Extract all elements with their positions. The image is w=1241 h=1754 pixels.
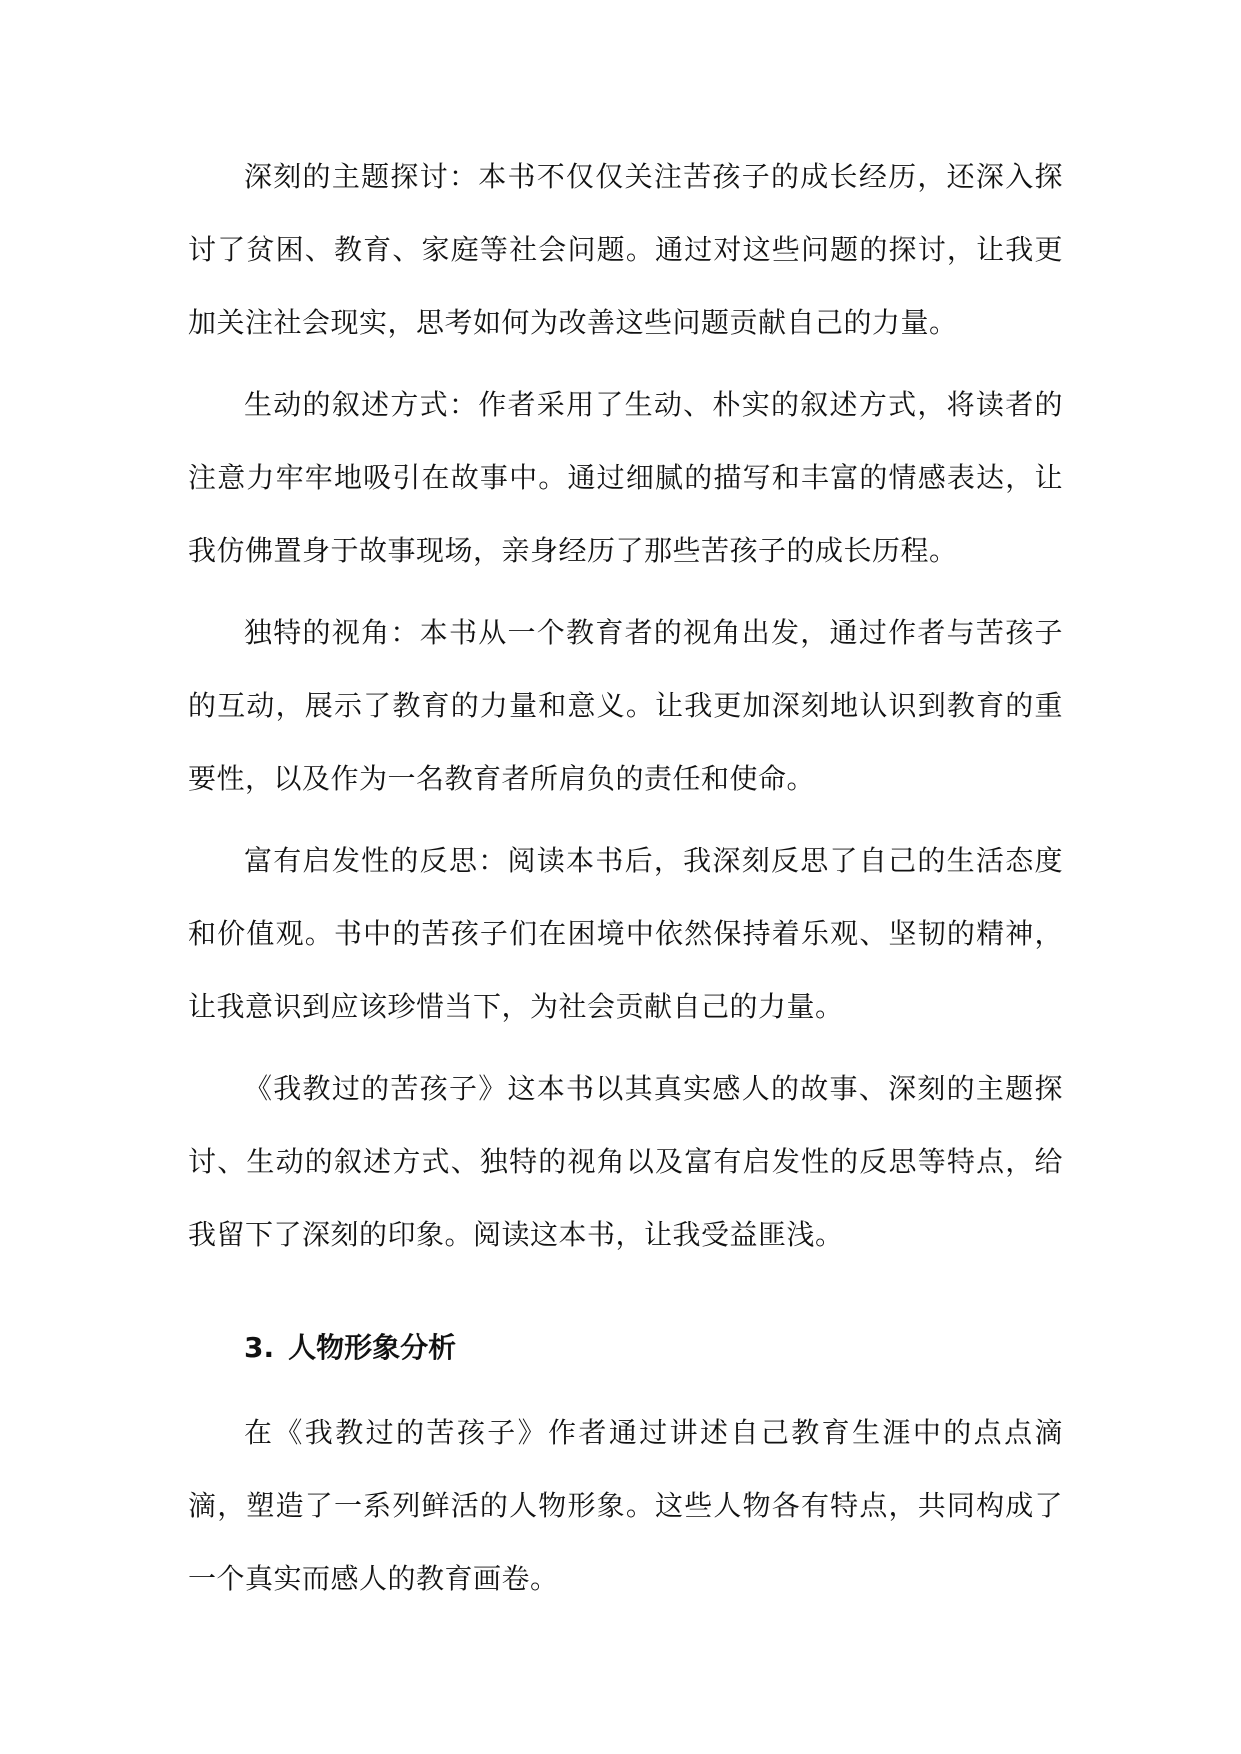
document-body [188, 140, 1063, 1615]
paragraph-inspiring-reflection: 富有启发性的反思：阅读本书后，我深刻反思了自己的生活态度和价值观。书中的苦孩子们在困境中依然保持着乐观、坚韧的精神，让我意识到应该珍惜当下，为社会贡献自己的力量。 [188, 844, 1063, 1023]
section-heading [188, 1311, 1063, 1384]
section-number: 3. [244, 1331, 275, 1364]
paragraph-unique-perspective: 独特的视角：本书从一个教育者的视角出发，通过作者与苦孩子的互动，展示了教育的力量和意义。让我更加深刻地认识到教育的重要性，以及作为一名教育者所肩负的责任和使命。 [188, 616, 1063, 795]
paragraph-summary: 《我教过的苦孩子》这本书以其真实感人的故事、深刻的主题探讨、生动的叙述方式、独特的视角以及富有启发性的反思等特点，给我留下了深刻的印象。阅读这本书，让我受益匪浅。 [188, 1072, 1063, 1251]
paragraph-character-intro: 在《我教过的苦孩子》作者通过讲述自己教育生涯中的点点滴滴，塑造了一系列鲜活的人物形象。这些人物各有特点，共同构成了一个真实而感人的教育画卷。 [188, 1416, 1063, 1595]
section-title: 人物形象分析 [288, 1331, 457, 1364]
paragraph-theme-discussion: 深刻的主题探讨：本书不仅仅关注苦孩子的成长经历，还深入探讨了贫困、教育、家庭等社会问题。通过对这些问题的探讨，让我更加关注社会现实，思考如何为改善这些问题贡献自己的力量。 [188, 160, 1063, 339]
paragraph-narrative-style: 生动的叙述方式：作者采用了生动、朴实的叙述方式，将读者的注意力牢牢地吸引在故事中。通过细腻的描写和丰富的情感表达，让我仿佛置身于故事现场，亲身经历了那些苦孩子的成长历程。 [188, 388, 1063, 567]
